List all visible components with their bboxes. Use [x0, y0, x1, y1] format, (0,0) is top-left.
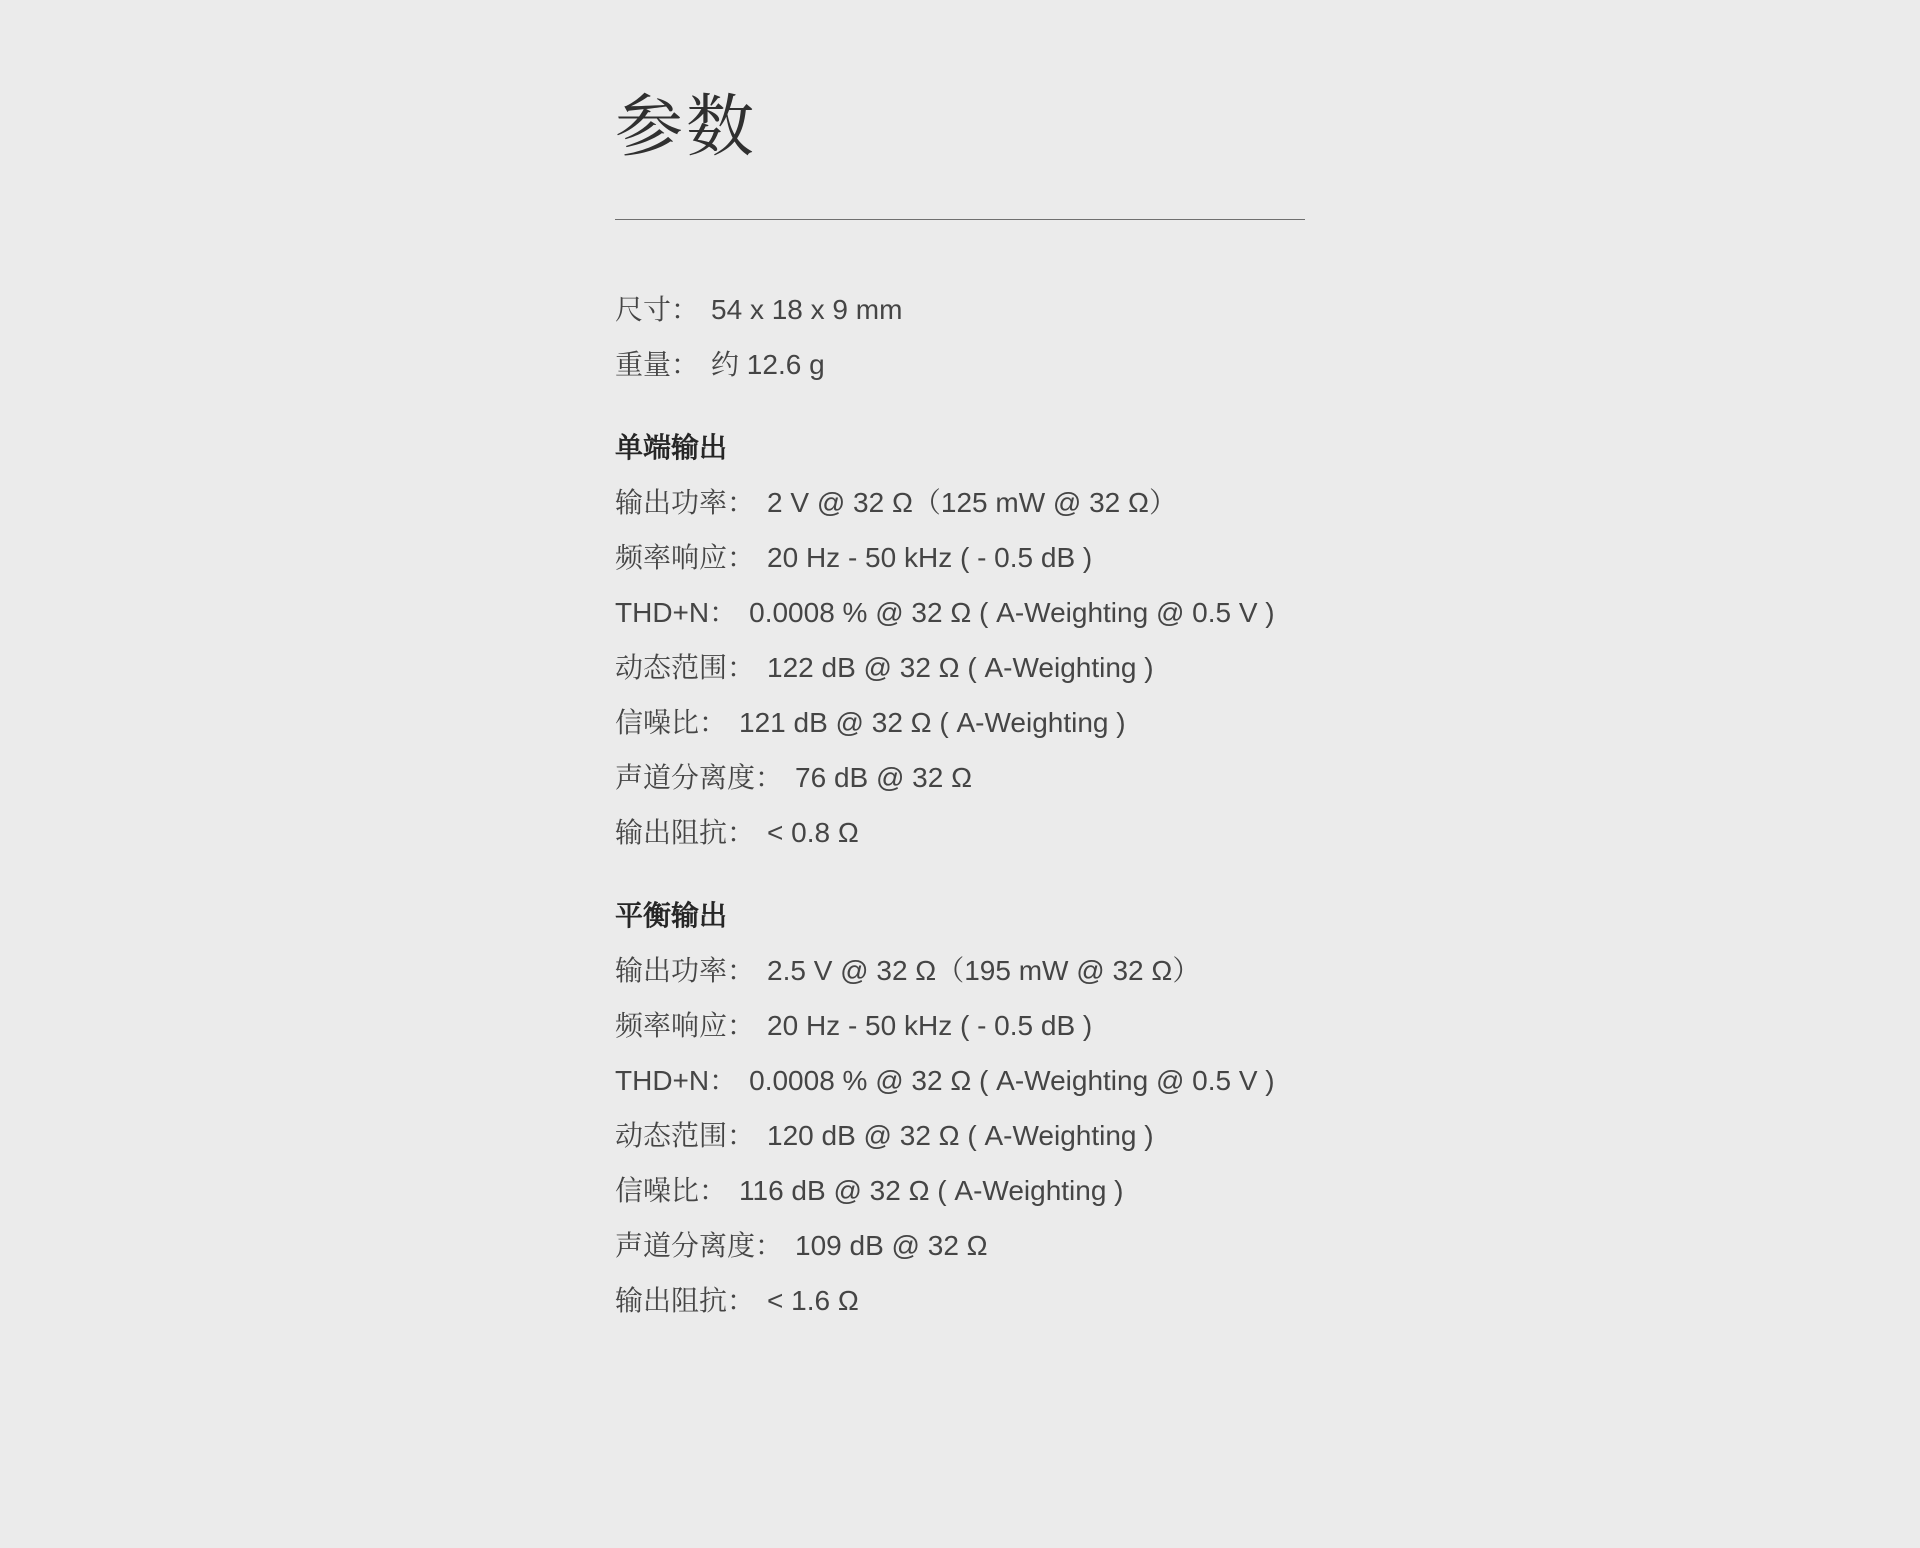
spec-value: 121 dB @ 32 Ω ( A-Weighting ) [739, 707, 1126, 738]
spec-row-snr [615, 709, 1305, 737]
spec-value: 0.0008 % @ 32 Ω ( A-Weighting @ 0.5 V ) [749, 1065, 1275, 1096]
spec-row-weight [615, 351, 1305, 379]
spec-value: 116 dB @ 32 Ω ( A-Weighting ) [739, 1175, 1124, 1206]
spec-label: 输出功率： [615, 487, 756, 518]
spec-row-thd-n [615, 1067, 1305, 1095]
spec-row-thd-n [615, 599, 1305, 627]
section-balanced-output [615, 902, 1305, 1315]
general-specs [615, 296, 1305, 379]
section-heading: 单端输出 [615, 432, 728, 463]
spec-row-snr [615, 1177, 1305, 1205]
spec-label: THD+N： [615, 1065, 738, 1096]
spec-row-frequency-response [615, 544, 1305, 572]
spec-page [615, 0, 1305, 1315]
spec-value: 20 Hz - 50 kHz ( - 0.5 dB ) [767, 542, 1093, 573]
spec-value: 120 dB @ 32 Ω ( A-Weighting ) [767, 1120, 1154, 1151]
spec-row-dynamic-range [615, 654, 1305, 682]
spec-row-output-impedance [615, 819, 1305, 847]
section-single-ended-output [615, 434, 1305, 847]
spec-value: 20 Hz - 50 kHz ( - 0.5 dB ) [767, 1010, 1093, 1041]
spec-label: 动态范围： [615, 1120, 756, 1151]
spec-row-output-power [615, 957, 1305, 985]
section-heading: 平衡输出 [615, 900, 728, 931]
spec-row-output-impedance [615, 1287, 1305, 1315]
spec-value: 122 dB @ 32 Ω ( A-Weighting ) [767, 652, 1154, 683]
spec-label: 输出功率： [615, 955, 756, 986]
spec-value: < 0.8 Ω [767, 817, 859, 848]
spec-value: < 1.6 Ω [767, 1285, 859, 1316]
spec-row-dynamic-range [615, 1122, 1305, 1150]
spec-label: 尺寸： [615, 294, 700, 325]
spec-row-frequency-response [615, 1012, 1305, 1040]
spec-value: 54 x 18 x 9 mm [711, 294, 903, 325]
spec-value: 2 V @ 32 Ω（125 mW @ 32 Ω） [767, 487, 1177, 518]
spec-label: 重量： [615, 349, 700, 380]
spec-label: 输出阻抗： [615, 1285, 756, 1316]
spec-row-dimensions [615, 296, 1305, 324]
spec-row-output-power [615, 489, 1305, 517]
spec-label: 信噪比： [615, 1175, 728, 1206]
spec-label: 声道分离度： [615, 762, 784, 793]
spec-value: 76 dB @ 32 Ω [795, 762, 973, 793]
spec-label: 信噪比： [615, 707, 728, 738]
spec-label: THD+N： [615, 597, 738, 628]
spec-value: 约 12.6 g [711, 349, 825, 380]
page-title: 参数 [615, 89, 758, 165]
spec-value: 0.0008 % @ 32 Ω ( A-Weighting @ 0.5 V ) [749, 597, 1275, 628]
spec-value: 2.5 V @ 32 Ω（195 mW @ 32 Ω） [767, 955, 1201, 986]
spec-label: 频率响应： [615, 1010, 756, 1041]
spec-label: 声道分离度： [615, 1230, 784, 1261]
spec-row-channel-separation [615, 764, 1305, 792]
spec-label: 频率响应： [615, 542, 756, 573]
spec-label: 输出阻抗： [615, 817, 756, 848]
spec-row-channel-separation [615, 1232, 1305, 1260]
title-divider [615, 219, 1305, 220]
spec-label: 动态范围： [615, 652, 756, 683]
spec-value: 109 dB @ 32 Ω [795, 1230, 988, 1261]
